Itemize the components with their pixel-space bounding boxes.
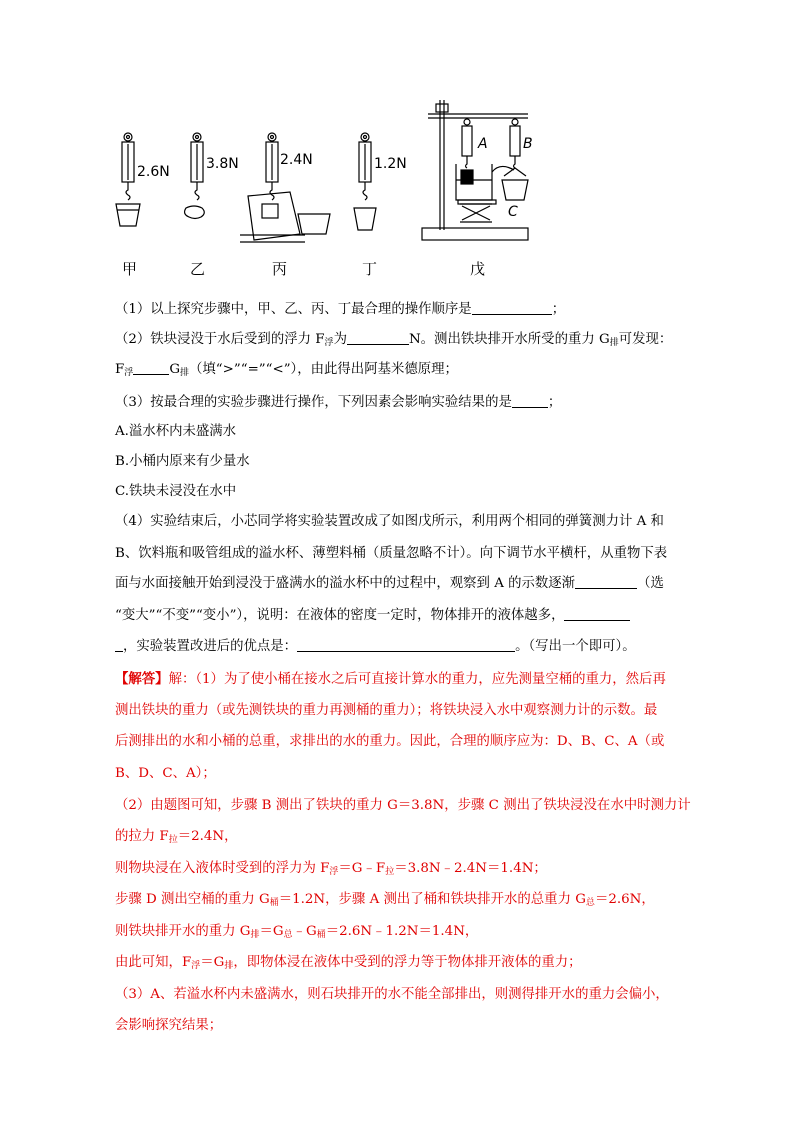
meter-labels (477, 136, 533, 220)
q2-tail2: 可发现： (618, 332, 673, 347)
option-c: C.铁块未浸没在水中 (115, 484, 237, 499)
a8a: 步骤 D 测出空桶的重力 G (115, 892, 270, 907)
a10sub2: 排 (224, 961, 234, 971)
option-a: A.溢水杯内未盛满水 (115, 424, 237, 439)
q4c-tail: （选 (637, 576, 664, 591)
q3-text: （3）按最合理的实验步骤进行操作，下列因素会影响实验结果的是 (115, 395, 512, 410)
question-4b: B、饮料瓶和吸管组成的溢水杯、薄塑料桶（质量忽略不计）。向下调节水平横杆，从重物下表 (115, 546, 668, 561)
figure-svg (100, 92, 540, 282)
meter-label-a: A (478, 136, 488, 152)
q3-tail: ； (547, 395, 562, 410)
question-2b (115, 360, 458, 383)
a9sub2: 总 (283, 930, 293, 940)
answer-line-9 (115, 922, 478, 945)
q4e-text: ，实验装置改进后的优点是： (123, 639, 298, 654)
spring-scale-bing (240, 133, 330, 242)
question-4d (115, 606, 630, 626)
q1-blank (472, 300, 552, 315)
a10a: 由此可知，F (115, 955, 192, 970)
experiment-figure (100, 92, 540, 282)
a6a: 的拉力 F (115, 829, 169, 844)
answer-line-10 (115, 953, 582, 976)
a9d: ＝2.6N﹣1.2N＝1.4N， (325, 924, 479, 939)
a8sub: 桶 (269, 898, 279, 908)
a10b: ＝G (200, 955, 225, 970)
q1-text: （1）以上探究步骤中，甲、乙、丙、丁最合理的操作顺序是 (115, 302, 472, 317)
q4c-blank (575, 574, 637, 589)
a10c: ，即物体浸在液体中受到的浮力等于物体排开液体的重力； (233, 955, 582, 970)
q4d-text: “变大”“不变”“变小”），说明：在液体的密度一定时，物体排开的液体越多， (115, 608, 565, 623)
q2-mid: 为 (333, 332, 347, 347)
answer-line-1 (115, 669, 666, 690)
q2b-sub2: 排 (180, 368, 190, 378)
question-2a (115, 330, 672, 353)
q2b-mid: G (169, 362, 181, 377)
q1-tail: ； (551, 302, 566, 317)
a7c: ＝3.8N﹣2.4N＝1.4N； (394, 861, 547, 876)
a9a: 则铁块排开水的重力 G (115, 924, 251, 939)
a9sub3: 桶 (316, 930, 326, 940)
answer-line-7 (115, 859, 547, 882)
a8b: ＝1.2N，步骤 A 测出了桶和铁块排开水的总重力 G (278, 892, 586, 907)
a7b: ＝G﹣F (338, 861, 386, 876)
q4d-blank (564, 606, 630, 621)
caption-jia: 甲 (122, 260, 138, 278)
reading-ding: 1.2N (374, 156, 407, 172)
answer-line-4: B、D、C、A）； (115, 766, 216, 781)
answer-line-6 (115, 827, 238, 850)
question-3 (115, 393, 561, 413)
question-4c (115, 574, 664, 594)
option-b: B.小桶内原来有少量水 (115, 454, 250, 469)
answer-l1-text: 解：（1）为了使小桶在接水之后可直接计算水的重力，应先测量空桶的重力，然后再 (168, 672, 666, 687)
q2b-blank (133, 360, 169, 375)
q2-sub2: 排 (609, 338, 619, 348)
a8c: ＝2.6N， (594, 892, 655, 907)
a7sub: 浮 (329, 867, 339, 877)
q3-blank (512, 393, 548, 408)
q4e-blank1 (115, 637, 123, 652)
question-4a: （4）实验结束后，小芯同学将实验装置改成了如图戊所示，利用两个相同的弹簧测力计 A 和 (115, 514, 664, 529)
answer-line-11: （3）A、若溢水杯内未盛满水，则石块排开的水不能全部排出，则测得排开水的重力会偏小， (115, 987, 669, 1002)
q2b-pre: F (115, 362, 125, 377)
a6b: ＝2.4N， (177, 829, 238, 844)
spring-scale-ding (354, 133, 376, 230)
q2-sub: 浮 (324, 338, 334, 348)
caption-yi: 乙 (190, 260, 206, 278)
answer-line-2: 测出铁块的重力（或先测铁块的重力再测桶的重力）；将铁块浸入水中观察测力计的示数。最 (115, 703, 658, 718)
reading-yi: 3.8N (206, 156, 239, 172)
caption-bing: 丙 (272, 260, 288, 278)
a9b: ＝G (259, 924, 284, 939)
caption-ding: 丁 (362, 260, 378, 278)
q4c-text: 面与水面接触开始到浸没于盛满水的溢水杯中的过程中，观察到 A 的示数逐渐 (115, 576, 576, 591)
spring-scale-yi (185, 133, 205, 219)
reading-bing: 2.4N (280, 152, 313, 168)
q4e-tail: 。（写出一个即可）。 (515, 639, 636, 654)
answer-line-12: 会影响探究结果； (115, 1018, 223, 1033)
a9sub: 排 (250, 930, 260, 940)
a10sub: 浮 (191, 961, 201, 971)
q2-tail: N。测出铁块排开水所受的重力 G (408, 332, 610, 347)
meter-label-b: B (523, 136, 533, 152)
a6sub: 拉 (168, 835, 178, 845)
answer-line-8 (115, 890, 655, 913)
q2-blank (347, 330, 409, 345)
answer-line-5: （2）由题图可知，步骤 B 测出了铁块的重力 G＝3.8N，步骤 C 测出了铁块浸没在水中时测力计 (115, 798, 691, 813)
answer-tag: 【解答】 (115, 671, 169, 687)
q2b-sub: 浮 (124, 368, 134, 378)
a9c: ﹣G (292, 924, 317, 939)
q4e-blank2 (297, 637, 515, 652)
question-4e (115, 637, 636, 657)
question-1 (115, 300, 565, 320)
answer-line-3: 后测排出的水和小桶的总重，求排出的水的重力。因此，合理的顺序应为：D、B、C、A（或 (115, 734, 665, 749)
reading-jia: 2.6N (137, 164, 170, 180)
meter-label-c: C (508, 204, 518, 220)
a7sub2: 拉 (385, 867, 395, 877)
q2-text: （2）铁块浸没于水后受到的浮力 F (115, 332, 325, 347)
a8sub2: 总 (585, 898, 595, 908)
q2b-tail: （填“>”“=”“<”），由此得出阿基米德原理； (189, 362, 458, 377)
a7a: 则物块浸在入液体时受到的浮力为 F (115, 861, 330, 876)
caption-wu: 戊 (470, 260, 486, 278)
